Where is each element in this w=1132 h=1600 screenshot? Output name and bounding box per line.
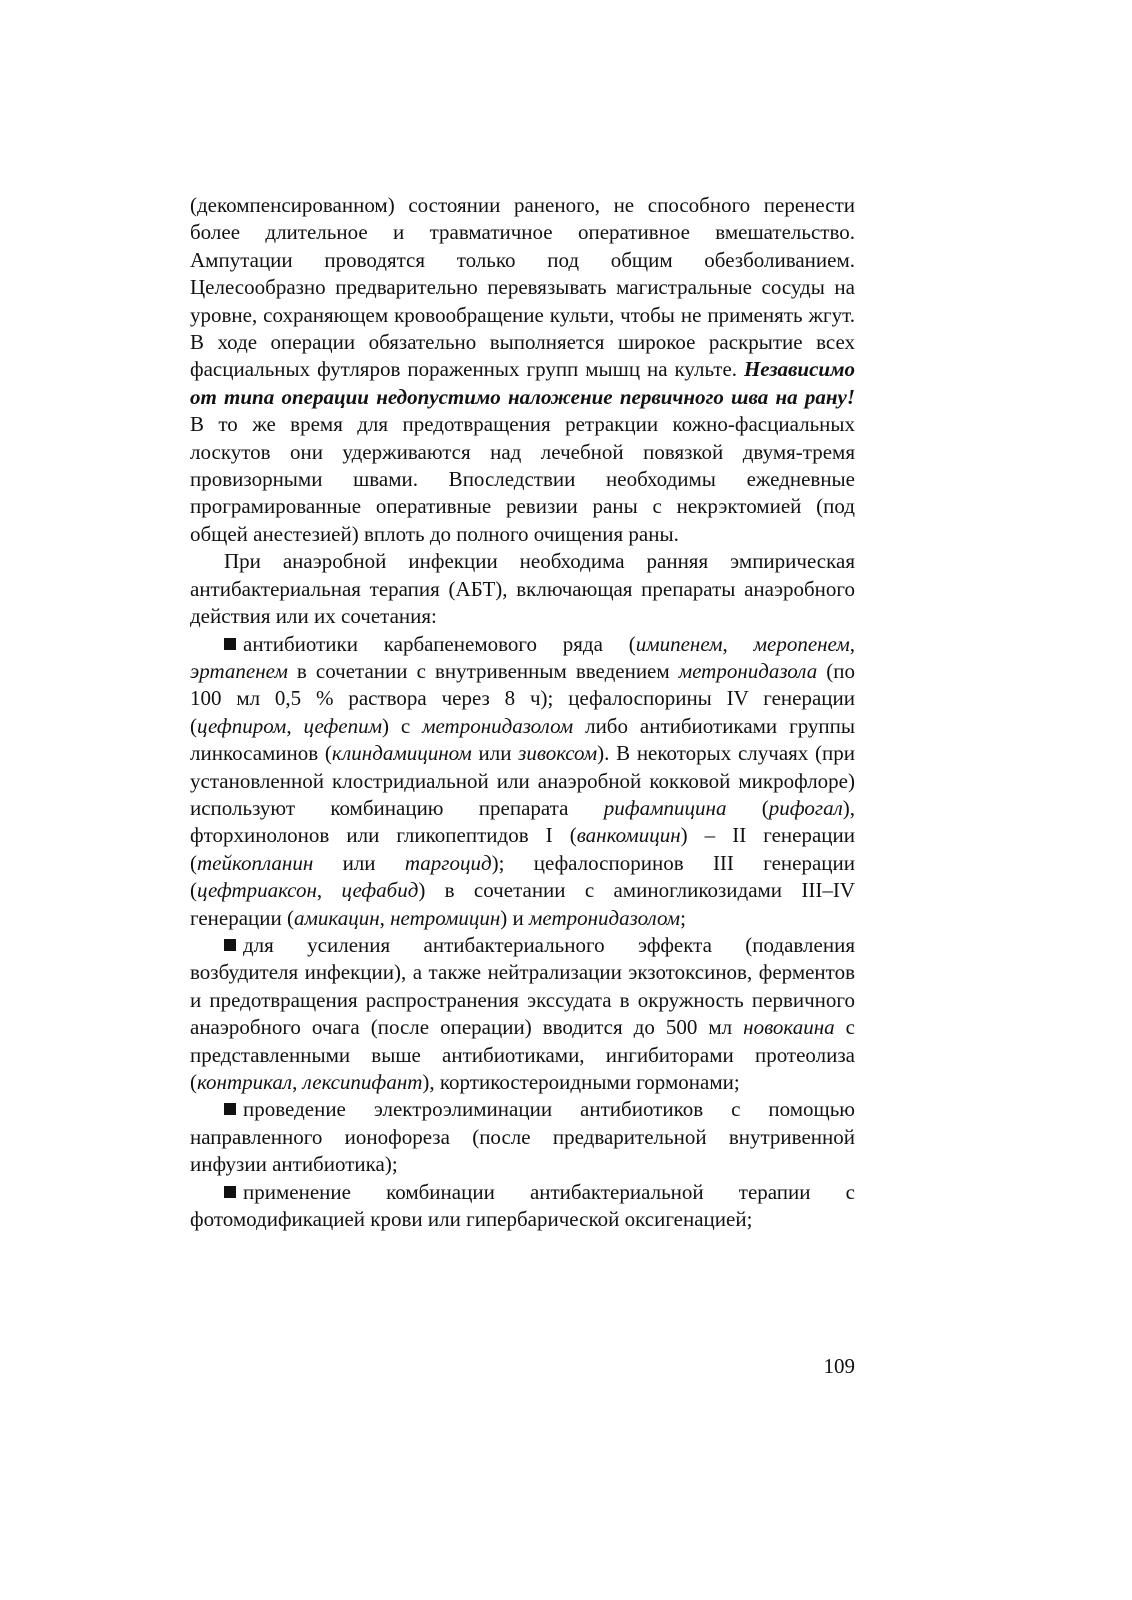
text-run: ), кортикостероидными гормонами; xyxy=(422,1070,740,1094)
drug-name: цефабид xyxy=(341,878,419,903)
text-run: ) – II генерации ( xyxy=(190,823,855,875)
drug-name: зивоксом xyxy=(518,741,598,766)
square-bullet-icon xyxy=(224,638,236,650)
drug-name: нетромицин xyxy=(390,905,501,930)
square-bullet-icon xyxy=(224,939,236,951)
text-run: ) и xyxy=(500,905,530,930)
text-run: (декомпенсированном) состоянии раненого, не способного перенести более длительное и травматичное оперативное вмешательство. Ампутации проводятся только под общим обезболиванием. Целесообразно предварительно перевязывать магистральные сосуды на уровне, сохраняющем кровообращение культи, чтобы не применять жгут. В ходе операции обязательно выполняется широкое раскрытие всех фасциальных футляров пораженных групп мышц на культе. xyxy=(190,193,855,382)
drug-name: имипенем xyxy=(635,631,723,656)
drug-name: новокаина xyxy=(743,1015,835,1040)
bullet-item xyxy=(190,1179,855,1234)
drug-name: метронидазола xyxy=(678,658,818,683)
text-run: , xyxy=(286,713,304,738)
text-run: При анаэробной инфекции необходима ранняя эмпирическая антибактериальная терапия (АБТ), включающая препараты анаэробного действия или их сочетания: xyxy=(190,549,855,629)
paragraph xyxy=(190,548,855,630)
text-run: ( xyxy=(726,795,769,820)
text-run: для усиления антибактериального эффекта (подавления возбудителя инфекции), а также нейтрализации экзотоксинов, ферментов и предотвращения распространения экссудата в окружность первичного анаэробного очага (после операции) вводится до 500 мл xyxy=(190,932,855,1040)
square-bullet-icon xyxy=(224,1103,236,1115)
drug-name: рифогал xyxy=(768,795,843,820)
text-run: ) с xyxy=(381,713,423,738)
text-run: ), фторхинолонов или гликопептидов I ( xyxy=(190,795,855,848)
drug-name: лексипифант xyxy=(302,1070,423,1094)
bullet-item xyxy=(190,1096,855,1178)
text-run: либо антибиотиками группы линкосаминов ( xyxy=(190,713,855,766)
drug-name: метронидазолом xyxy=(422,713,574,738)
text-run: проведение электроэлиминации антибиотиков с помощью направленного ионофореза (после предварительной внутривенной инфузии антибиотика); xyxy=(190,1097,855,1177)
drug-name: клиндамицином xyxy=(331,741,472,766)
text-run: с представленными выше антибиотиками, ингибиторами протеолиза ( xyxy=(190,1015,855,1094)
text-run: В то же время для предотвращения ретракции кожно-фасциальных лоскутов они удерживаются над лечебной повязкой двумя-тремя провизорными швами. Впоследствии необходимы ежедневные програмированные оперативные ревизии раны с некрэктомией (под общей анестезией) вплоть до полного очищения раны. xyxy=(190,412,855,546)
drug-name: амикацин xyxy=(294,905,380,930)
text-flow xyxy=(190,192,855,1233)
text-run: , xyxy=(316,878,342,903)
text-run: или xyxy=(471,741,519,766)
drug-name: рифампицина xyxy=(603,795,727,820)
drug-name: цефпиром xyxy=(197,713,287,738)
page-number: 109 xyxy=(823,1354,855,1378)
bullet-item xyxy=(190,631,855,932)
drug-name: эртапенем xyxy=(190,658,288,683)
drug-name: цефтриаксон xyxy=(197,878,317,903)
text-run: , xyxy=(849,631,856,656)
drug-name: меропенем xyxy=(753,631,850,656)
bullet-item xyxy=(190,932,855,1096)
text-run: (по 100 мл 0,5 % раствора через 8 ч); цефалоспорины IV генерации ( xyxy=(190,658,855,738)
text-run: или xyxy=(313,850,405,875)
drug-name: таргоцид xyxy=(404,850,492,875)
text-run: , xyxy=(722,631,754,656)
drug-name: контрикал xyxy=(197,1070,293,1094)
text-run: , xyxy=(379,905,391,930)
text-run: , xyxy=(292,1070,303,1094)
paragraph xyxy=(190,192,855,548)
square-bullet-icon xyxy=(224,1186,236,1198)
emphasis-text: Независимо от типа операции недопустимо наложение первичного шва на рану! xyxy=(190,357,855,409)
page-body xyxy=(190,192,855,1233)
text-run: ). В некоторых случаях (при установленной клостридиальной или анаэробной кокковой микрофлоре) используют комбинацию препарата xyxy=(190,741,855,820)
drug-name: тейкопланин xyxy=(197,850,314,875)
drug-name: метронидазолом xyxy=(529,905,681,930)
text-run: ; xyxy=(680,905,686,930)
text-run: антибиотики карбапенемового ряда ( xyxy=(243,631,636,656)
text-run: ); цефалоспоринов III генерации ( xyxy=(190,850,855,903)
drug-name: цефепим xyxy=(303,713,382,738)
text-run: применение комбинации антибактериальной терапии с фотомодификацией крови или гипербарической оксигенацией; xyxy=(190,1179,855,1232)
text-run: в сочетании с внутривенным введением xyxy=(287,658,679,683)
text-run: ) в сочетании с аминогликозидами III–IV генерации ( xyxy=(190,878,855,930)
drug-name: ванкомицин xyxy=(576,823,681,848)
